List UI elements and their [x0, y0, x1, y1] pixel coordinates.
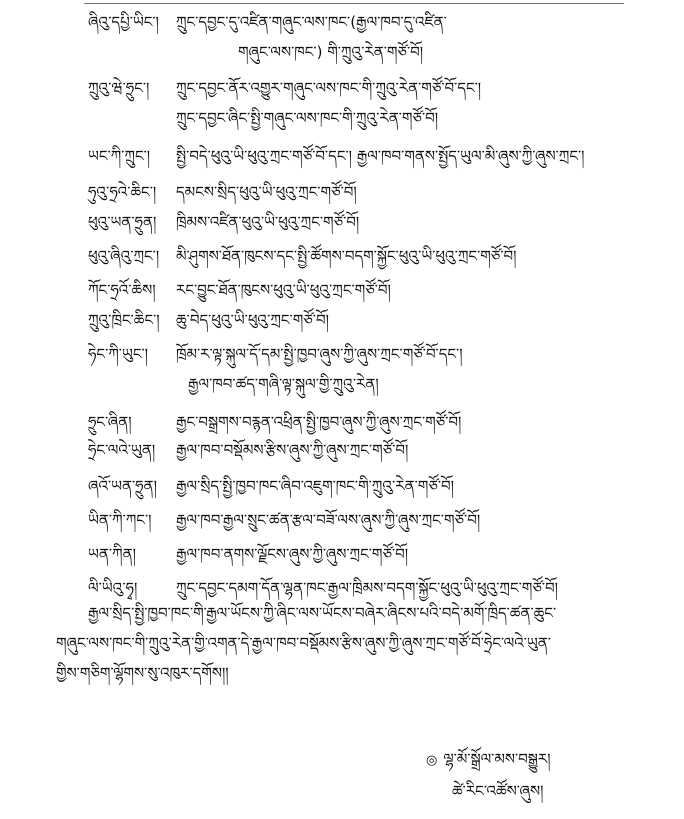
appointment-title: རང་བྱུང་ཐོན་ཁུངས་ཕུའུ་ཡི་ཕུའུ་ཀྲང་གཙོ་བོ། — [176, 281, 391, 299]
paragraph-line: གཞུང་ལས་ཁང་གི་ཀྲུའུ་རེན་གྱི་འགན་དེ་རྒྱལ་ཁབ་བསྡོམས་རྩིས་ཞུས་ཀྱི་ཞུས་ཀྲང་གཙོ་བོ་ཧྲེང་ལའེ་ཡུན་ — [56, 634, 551, 652]
appointment-title: ཀྲུང་དབྱང་དུ་འཛིན་གཞུང་ལས་ཁང་(རྒྱལ་ཁབ་དུ་འཛིན་ — [176, 13, 447, 31]
person-name: ཡང་ཀི་ཀྲུང་། — [88, 147, 151, 165]
appointment-title: གཞུང་ལས་ཁང་) གི་ཀྲུའུ་རེན་གཙོ་བོ། — [238, 43, 424, 61]
person-name: ཕུའུ་ཡན་ཧྲུན། — [88, 213, 157, 231]
person-name: ཞིའུ་དཔྱི་ཡིང་། — [88, 13, 159, 31]
appointment-title: རྒྱང་བསྒྲགས་བརྙན་འཕྲིན་སྤྱི་ཁྱབ་ཞུས་ཀྱི་ཞུས་ཀྲང་གཙོ་བོ། — [176, 413, 462, 431]
appointment-title: མི་ཤུགས་ཐོན་ཁུངས་དང་སྤྱི་ཚོགས་བདག་སྐྱོང་ཕུའུ་ཡི་ཕུའུ་ཀྲང་གཙོ་བོ། — [176, 247, 517, 265]
appointment-title: ཁྲིམས་འཛིན་ཕུའུ་ཡི་ཕུའུ་ཀྲང་གཙོ་བོ། — [176, 213, 360, 231]
appointment-title: སྤྱི་བདེ་ཕུའུ་ཡི་ཕུའུ་ཀྲང་གཙོ་བོ་དང་། རྒྱལ་ཁབ་གནས་སྤྱོད་ཡུལ་མི་ཞུས་ཀྱི་ཞུས་ཀྲང་། — [176, 147, 585, 165]
person-name: ཕུའུ་ཞིའུ་ཀྲང་། — [88, 247, 160, 265]
person-name: ཡན་ཀིན། — [88, 545, 136, 563]
editor-credit — [452, 775, 543, 817]
person-name: ཀོང་ཧྲའོ་ཆིས། — [88, 281, 156, 299]
appointment-title: རྒྱལ་ཁབ་བསྡོམས་རྩིས་ཞུས་ཀྱི་ཞུས་ཀྲང་གཙོ་བོ། — [176, 441, 409, 459]
person-name: ཀྲུའུ་ཁྲིང་ཆིང་། — [88, 311, 160, 329]
person-name: ཧུའུ་ཧྲའེ་ཆིང་། — [88, 183, 157, 201]
circle-mark-icon: ◎ — [426, 753, 438, 768]
person-name: ཡིན་ཀི་ཀང་། — [88, 511, 152, 529]
translator-name: ལྷ་མོ་སྒྲོལ་མས་བསྒྱུར། — [443, 750, 551, 768]
appointment-title: རྒྱལ་ཁབ་ཚད་གཞི་ལྟ་སྐུལ་གྱི་ཀྲུའུ་རེན། — [188, 375, 379, 393]
person-name: ཧེང་ཀི་ཡུང་། — [88, 345, 148, 363]
person-name: ཧྲུང་ཞིན། — [88, 413, 132, 431]
closing-paragraph — [56, 598, 660, 688]
person-name: ཀྲུའུ་ཝེ་ཧྲུང་། — [88, 79, 150, 97]
appointment-title: ཀྲུང་དབྱང་ནོར་འགྱུར་གཞུང་ལས་ཁང་གི་ཀྲུའུ་རེན་གཙོ་བོ་དང་། — [176, 79, 482, 97]
person-name: ཞའོ་ཡན་ཧྲུན། — [88, 477, 157, 495]
appointment-title: ཀྲུང་དབྱང་ཞིང་སྤྱི་གཞུང་ལས་ཁང་གི་ཀྲུའུ་རེན་གཙོ་བོ། — [176, 109, 439, 127]
editor-name: ཚེ་རིང་འཚོས་ཞུས། — [452, 782, 544, 800]
appointment-title: རྒྱལ་ཁབ་ནགས་ལྗོངས་ཞུས་ཀྱི་ཞུས་ཀྲང་གཙོ་བོ། — [176, 545, 409, 563]
appointment-title: ཀྲུང་དབྱང་དམག་དོན་ལྷན་ཁང་རྒྱལ་ཁྲིམས་བདག་སྐྱོང་ཕུའུ་ཡི་ཕུའུ་ཀྲང་གཙོ་བོ། — [176, 579, 558, 597]
top-rule — [84, 3, 624, 4]
paragraph-line: རྒྱལ་སྲིད་སྤྱི་ཁྱབ་ཁང་གི་རྒྱལ་ཡོངས་ཀྱི་ཞིང་ལས་ཡོངས་བཞེར་ཞིངས་པའི་བདེ་མགོ་ཁྲིད་ཚན་ཆུང་ — [88, 604, 557, 622]
appointment-title: དམངས་སྲིད་ཕུའུ་ཡི་ཕུའུ་ཀྲང་གཙོ་བོ། — [176, 183, 357, 201]
appointment-title: རྒྱལ་ཁབ་རྒྱལ་སྲུང་ཚན་རྩལ་བཟོ་ལས་ཞུས་ཀྱི་ཞུས་ཀྲང་གཙོ་བོ། — [176, 511, 481, 529]
appointment-title: ཁྲོམ་ར་ལྟ་སྐུལ་དོ་དམ་སྤྱི་ཁྱབ་ཞུས་ཀྱི་ཞུས་ཀྲང་གཙོ་བོ་དང་། — [176, 345, 463, 363]
paragraph-line: གྱིས་གཅིག་ལྷོགས་སུ་འཁུར་དགོས།། — [56, 664, 229, 682]
appointment-title: རྒྱལ་སྲིད་སྤྱི་ཁྱབ་ཁང་ཞིབ་འཇུག་ཁང་གི་ཀྲུའུ་རེན་གཙོ་བོ། — [176, 477, 454, 495]
person-name: ལི་ཡིའུ་ཧྭ། — [88, 579, 138, 597]
appointment-title: ཆུ་བེད་ཕུའུ་ཡི་ཕུའུ་ཀྲང་གཙོ་བོ། — [176, 311, 329, 329]
person-name: ཧྲེང་ལའེ་ཡུན། — [88, 441, 156, 459]
